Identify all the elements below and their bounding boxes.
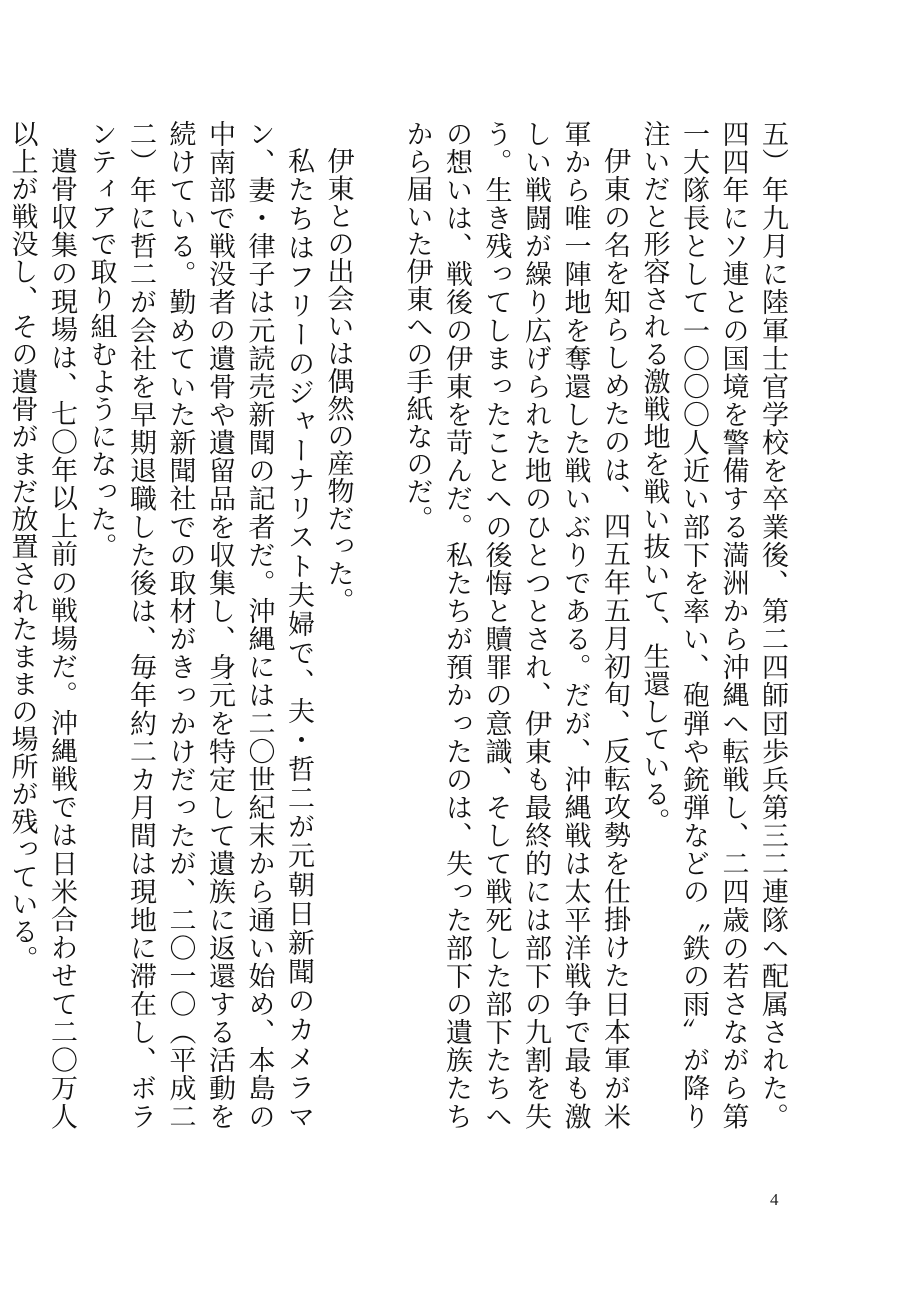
page-number: 4 — [770, 1190, 779, 1209]
paragraph-5: 遺骨収集の現場は、七〇年以上前の戦場だ。沖縄戦では日米合わせて二〇万人以上が戦没し、その遺骨がまだ放置されたままの場所が残っている。 — [6, 120, 77, 1130]
paragraph-4: 私たちはフリーのジャーナリスト夫婦で、夫・哲二が元朝日新聞のカメラマン、妻・律子は元読売新聞の記者だ。沖縄には二〇世紀末から通い始め、本島の中南部で戦没者の遺骨や遺留品を収集し、身元を特定して遺族に返還する活動を続けている。勤めていた新聞社での取材がきっかけだったが、二〇一〇（平成二二）年に哲二が会社を早期退職した後は、毎年約二カ月間は現地に滞在し、ボランティアで取り組むようになった。 — [85, 120, 314, 1131]
paragraph-6 — [0, 120, 2, 1130]
paragraph-2: 伊東の名を知らしめたのは、四五年五月初旬、反転攻勢を仕掛けた日本軍が米軍から唯一陣地を奪還した戦いぶりである。だが、沖縄戦は太平洋戦争で最も激しい戦闘が繰り広げられた地のひとつとされ、伊東も最終的には部下の九割を失う。生き残ってしまったことへの後悔と贖罪の意識、そして戦死した部下たちへの想いは、戦後の伊東を苛んだ。私たちが預かったのは、失った部下の遺族たちから届いた伊東への手紙なのだ。 — [401, 120, 630, 1130]
paragraph-3: 伊東との出会いは偶然の産物だった。 — [322, 147, 354, 615]
body-text — [0, 120, 792, 1130]
paragraph-1: 五）年九月に陸軍士官学校を卒業後、第二四師団歩兵第三二連隊へ配属された。四四年にソ連との国境を警備する満洲から沖縄へ転戦し、二四歳の若さながら第一大隊長として一〇〇〇人近い部下を率い、砲弾や銃弾などの〝鉄の雨〟が降り注いだと形容される激戦地を戦い抜いて、生還している。 — [638, 120, 788, 1130]
